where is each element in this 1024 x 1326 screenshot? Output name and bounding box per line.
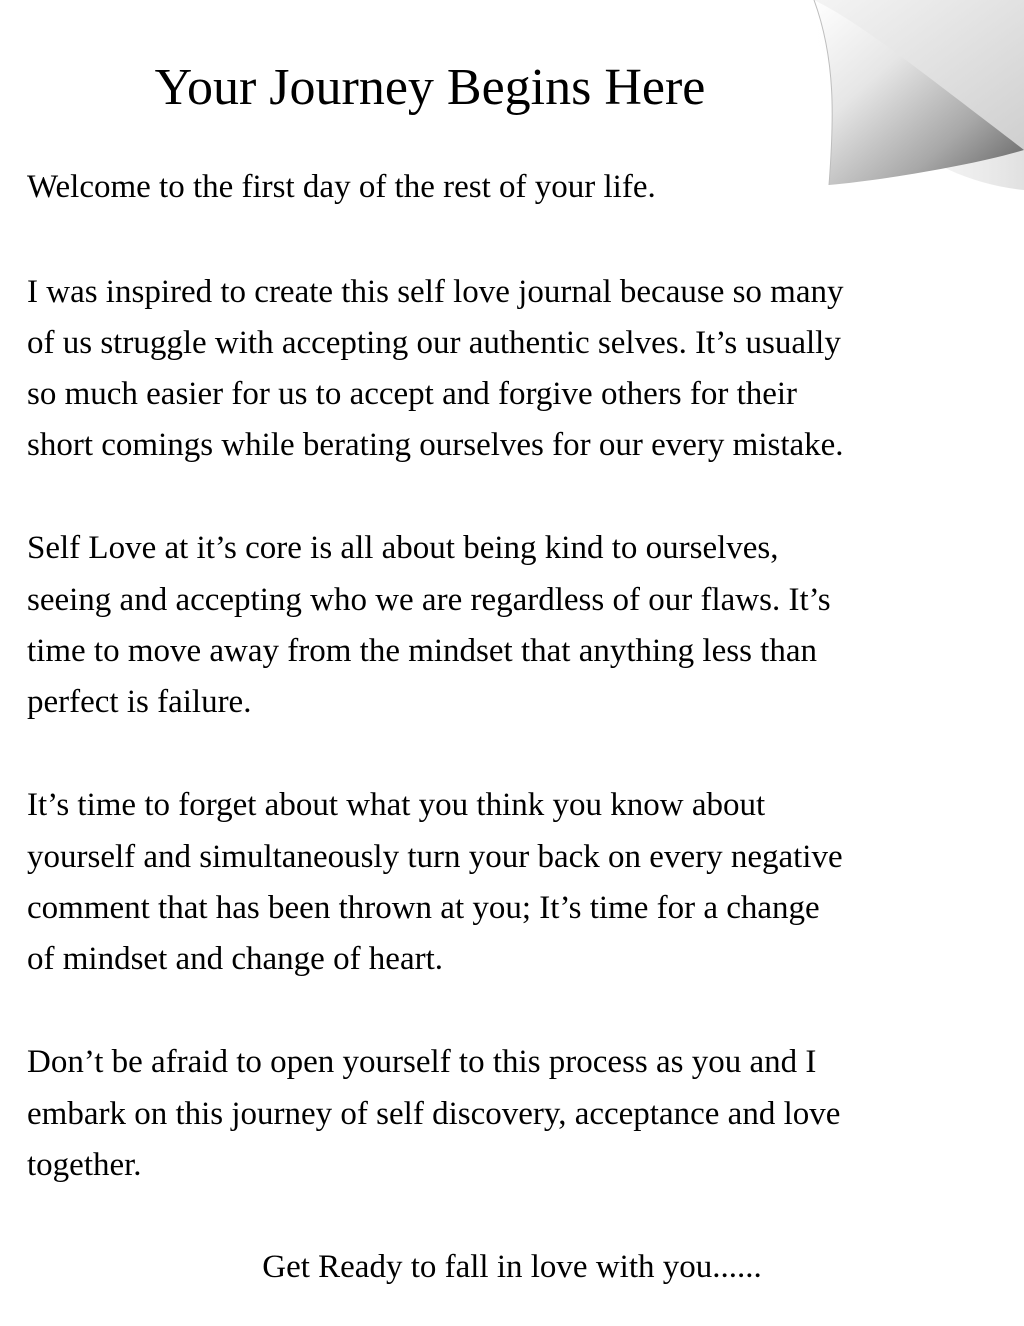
paragraph-3-line-3: time to move away from the mindset that anything less than: [27, 633, 818, 669]
paragraph-2-line-1: I was inspired to create this self love journal because so many: [27, 274, 844, 310]
paragraph-3-line-2: seeing and accepting who we are regardless of our flaws. It’s: [27, 582, 831, 618]
paragraph-4-line-3: comment that has been thrown at you; It’s time for a change: [27, 890, 820, 926]
paragraph-2-line-4: short comings while berating ourselves for our every mistake.: [27, 427, 844, 463]
paragraph-3-line-4: perfect is failure.: [27, 684, 252, 720]
paragraph-3-line-1: Self Love at it’s core is all about being kind to ourselves,: [27, 530, 779, 566]
paragraph-5-line-3: together.: [27, 1147, 142, 1183]
paragraph-5-line-1: Don’t be afraid to open yourself to this process as you and I: [27, 1044, 817, 1080]
paragraph-5-line-2: embark on this journey of self discovery, acceptance and love: [27, 1096, 841, 1132]
paragraph-2-line-2: of us struggle with accepting our authentic selves. It’s usually: [27, 325, 841, 361]
paragraph-1-line-1: Welcome to the first day of the rest of your life.: [27, 169, 656, 205]
paragraph-4-line-1: It’s time to forget about what you think you know about: [27, 787, 766, 823]
closing-line: Get Ready to fall in love with you......: [262, 1249, 762, 1285]
paragraph-2-line-3: so much easier for us to accept and forgive others for their: [27, 376, 798, 412]
paragraph-4-line-4: of mindset and change of heart.: [27, 941, 444, 977]
page-title: Your Journey Begins Here: [154, 59, 706, 116]
paragraph-4-line-2: yourself and simultaneously turn your back on every negative: [27, 839, 843, 875]
